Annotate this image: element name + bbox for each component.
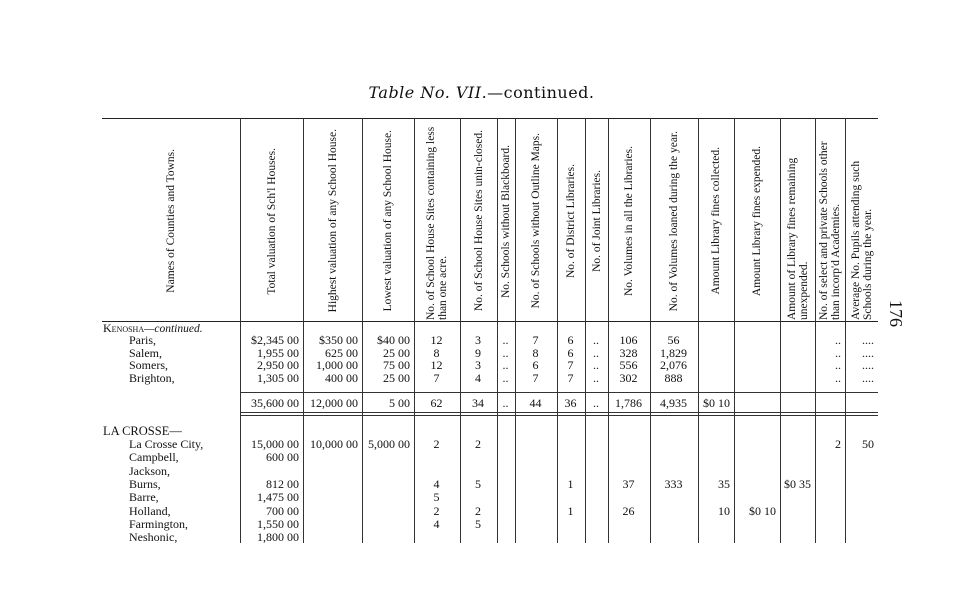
- column-header-label: No. of select and private Schools other than incorp'd Academies.: [818, 141, 842, 320]
- row-cell: $0 10: [749, 504, 776, 518]
- row-cell: [560, 451, 581, 464]
- row-cell: [848, 451, 874, 464]
- row-cell: [417, 451, 456, 464]
- row-cell: 400 00: [325, 371, 358, 385]
- row-cell: [365, 505, 410, 518]
- column-header: [815, 120, 845, 322]
- row-name: Burns,: [129, 477, 161, 491]
- row-name: La Crosse City,: [129, 438, 204, 451]
- row-cell: [737, 347, 776, 360]
- total-rule: [240, 412, 878, 413]
- row-cell: 1,786: [615, 397, 642, 410]
- row-cell: [848, 491, 874, 504]
- row-cell: [306, 505, 358, 518]
- row-cell: 35,600 00: [251, 397, 299, 410]
- row-cell: [783, 465, 811, 478]
- row-cell: [737, 531, 776, 544]
- row-cell: 12,000 00: [310, 397, 358, 410]
- row-cell: 6: [567, 346, 574, 360]
- row-cell: [783, 518, 811, 531]
- column-header: [460, 120, 497, 322]
- row-cell: [306, 518, 358, 531]
- row-cell: ....: [862, 371, 874, 385]
- column-header: [608, 120, 650, 322]
- row-cell: [701, 465, 730, 478]
- row-cell: 7: [567, 359, 574, 372]
- row-cell: 700 00: [266, 504, 299, 518]
- row-cell: [588, 531, 604, 544]
- row-cell: [463, 451, 493, 464]
- row-name: Salem,: [129, 346, 162, 360]
- row-cell: [701, 347, 730, 360]
- row-cell: ....: [862, 346, 874, 360]
- column-header-label: No. of Volumes loaned during the year.: [668, 130, 680, 312]
- table-title-main: Table No. VII.: [368, 83, 488, 102]
- row-cell: [365, 478, 410, 491]
- row-cell: ....: [862, 334, 874, 347]
- column-divider: [780, 118, 781, 543]
- column-divider: [698, 118, 699, 543]
- row-cell: 8: [532, 346, 539, 360]
- row-cell: [783, 359, 811, 372]
- row-cell: $350 00: [319, 334, 358, 347]
- row-cell: [737, 465, 776, 478]
- row-cell: [818, 505, 841, 518]
- column-header: [698, 120, 734, 322]
- row-cell: [518, 438, 553, 451]
- row-cell: 10,000 00: [310, 438, 358, 451]
- row-cell: [737, 491, 776, 504]
- row-cell: [611, 518, 646, 531]
- row-cell: 1,305 00: [257, 371, 299, 385]
- row-name: Somers,: [129, 359, 168, 372]
- row-cell: [737, 359, 776, 372]
- row-cell: 2,950 00: [257, 359, 299, 372]
- column-header-label: No. Volumes in all the Libraries.: [623, 145, 635, 296]
- row-cell: 2: [475, 438, 481, 451]
- column-divider: [557, 118, 558, 543]
- column-header: [515, 120, 557, 322]
- row-cell: 34: [472, 397, 484, 410]
- row-cell: [306, 531, 358, 544]
- row-cell: [500, 465, 511, 478]
- row-cell: 5 00: [389, 397, 410, 410]
- row-cell: 4,935: [660, 397, 687, 410]
- row-cell: 7: [532, 334, 539, 347]
- row-cell: [783, 451, 811, 464]
- column-header-label: No. of Joint Libraries.: [590, 170, 603, 272]
- row-cell: [518, 451, 553, 464]
- row-cell: ..: [593, 397, 599, 410]
- row-cell: 4: [433, 477, 440, 491]
- row-cell: 812 00: [266, 477, 299, 491]
- row-cell: 1: [567, 477, 574, 491]
- row-cell: 328: [619, 346, 638, 360]
- row-cell: [818, 531, 841, 544]
- row-cell: [653, 531, 694, 544]
- row-cell: [701, 438, 730, 451]
- row-cell: [500, 451, 511, 464]
- row-cell: 2: [835, 438, 841, 451]
- column-header-label: Amount Library fines collected.: [710, 147, 722, 295]
- row-cell: 2: [475, 504, 481, 518]
- row-cell: 106: [619, 334, 638, 347]
- row-cell: ..: [502, 334, 509, 347]
- column-header: [303, 120, 362, 322]
- row-cell: 2: [433, 504, 440, 518]
- row-cell: 333: [664, 477, 683, 491]
- column-header: [845, 120, 878, 322]
- table-title: [0, 83, 963, 102]
- column-header: [734, 120, 780, 322]
- row-cell: [518, 505, 553, 518]
- row-cell: 302: [619, 371, 638, 385]
- column-divider: [303, 118, 304, 543]
- row-cell: [848, 397, 874, 410]
- total-rule: [240, 392, 878, 393]
- row-cell: 6: [567, 334, 574, 347]
- row-cell: [783, 531, 811, 544]
- column-header: [650, 120, 698, 322]
- row-cell: 26: [622, 504, 635, 518]
- row-cell: [701, 359, 730, 372]
- total-rule: [240, 415, 878, 416]
- row-cell: [701, 491, 730, 504]
- column-header-label: No. of School House Sites unin-closed.: [472, 130, 485, 312]
- row-cell: [560, 518, 581, 531]
- row-cell: [737, 438, 776, 451]
- row-cell: 4: [475, 371, 481, 385]
- row-cell: [783, 334, 811, 347]
- row-cell: [560, 438, 581, 451]
- row-cell: [365, 451, 410, 464]
- row-cell: [588, 518, 604, 531]
- row-cell: 600 00: [266, 451, 299, 465]
- row-cell: 1,955 00: [257, 346, 299, 360]
- row-cell: [737, 334, 776, 347]
- row-cell: $2,345 00: [251, 334, 299, 347]
- row-cell: [365, 518, 410, 531]
- row-cell: 44: [529, 397, 542, 410]
- column-header: [414, 120, 460, 322]
- row-cell: [417, 531, 456, 544]
- row-cell: 8: [433, 346, 440, 360]
- row-cell: 1,000 00: [316, 359, 358, 372]
- row-cell: ..: [593, 359, 599, 372]
- row-cell: 7: [567, 371, 574, 385]
- row-cell: ..: [835, 359, 841, 372]
- row-cell: [500, 505, 511, 518]
- page-number: 176: [886, 300, 906, 327]
- row-cell: 7: [433, 371, 440, 385]
- row-cell: [365, 465, 410, 478]
- column-header-label: Lowest valuation of any School House.: [382, 130, 394, 312]
- row-cell: [588, 505, 604, 518]
- row-cell: [783, 347, 811, 360]
- row-cell: [653, 465, 694, 478]
- row-cell: [783, 505, 811, 518]
- row-cell: [848, 478, 874, 491]
- row-cell: [848, 465, 874, 478]
- row-cell: 5,000 00: [368, 438, 410, 451]
- row-cell: [463, 465, 493, 478]
- row-cell: [737, 478, 776, 491]
- row-cell: 1,475 00: [257, 491, 299, 505]
- row-cell: [611, 531, 646, 544]
- row-cell: 625 00: [325, 346, 358, 360]
- row-cell: [500, 478, 511, 491]
- column-header: [780, 120, 815, 322]
- column-header-label: Amount of Library fines remaining unexpended.: [785, 157, 810, 320]
- row-cell: 7: [532, 371, 539, 385]
- row-name: Barre,: [129, 491, 159, 505]
- row-cell: [560, 465, 581, 478]
- row-cell: ....: [862, 359, 874, 372]
- row-cell: [588, 491, 604, 504]
- column-header-label: Total valuation of Sch'l Houses.: [265, 147, 278, 295]
- column-header: [240, 120, 303, 322]
- row-cell: ..: [593, 334, 599, 347]
- column-divider: [515, 118, 516, 543]
- row-cell: ..: [835, 371, 841, 385]
- row-cell: [306, 451, 358, 464]
- row-cell: [588, 438, 604, 451]
- row-cell: 1: [567, 504, 574, 518]
- column-header-label: No. Schools without Blackboard.: [500, 144, 512, 298]
- row-cell: [588, 451, 604, 464]
- row-cell: 25 00: [383, 371, 410, 385]
- row-cell: 2,076: [660, 359, 687, 372]
- row-cell: $0 10: [703, 397, 730, 410]
- row-cell: [611, 451, 646, 464]
- row-cell: 15,000 00: [251, 438, 299, 451]
- section-kenosha-label: Kenosha: [103, 322, 145, 335]
- row-cell: 56: [667, 334, 680, 347]
- row-cell: 2: [433, 438, 440, 451]
- row-cell: [818, 465, 841, 478]
- row-cell: [701, 531, 730, 544]
- row-cell: [818, 518, 841, 531]
- column-header-label: Average No. Pupils attending such Schools during the year.: [849, 160, 874, 320]
- row-cell: 888: [664, 371, 683, 385]
- column-header: [362, 120, 414, 322]
- column-header: [585, 120, 608, 322]
- row-cell: 5: [475, 477, 481, 491]
- row-cell: [783, 491, 811, 504]
- row-name: Paris,: [129, 334, 156, 347]
- row-cell: [611, 465, 646, 478]
- row-name: Brighton,: [129, 371, 175, 385]
- row-cell: 10: [718, 504, 730, 518]
- column-header-label: Amount Library fines expended.: [751, 145, 763, 297]
- row-cell: ..: [502, 397, 509, 410]
- row-cell: 12: [430, 334, 443, 347]
- column-divider: [815, 118, 816, 543]
- row-cell: ..: [502, 359, 509, 372]
- row-name: Campbell,: [129, 451, 179, 465]
- row-cell: [848, 505, 874, 518]
- row-cell: 25 00: [383, 346, 410, 360]
- row-cell: [783, 372, 811, 385]
- row-cell: ..: [835, 334, 841, 347]
- row-cell: 5: [475, 517, 481, 531]
- column-divider: [585, 118, 586, 543]
- column-header: [497, 120, 515, 322]
- row-cell: ..: [502, 346, 509, 360]
- column-header: [557, 120, 585, 322]
- column-divider: [845, 118, 846, 543]
- row-cell: [701, 451, 730, 464]
- row-cell: [500, 531, 511, 544]
- column-divider: [497, 118, 498, 543]
- row-cell: 37: [622, 477, 635, 491]
- row-cell: $0 35: [784, 477, 811, 491]
- row-cell: [588, 465, 604, 478]
- row-cell: [500, 518, 511, 531]
- section-kenosha-suffix: —continued.: [144, 323, 203, 335]
- row-cell: 3: [475, 334, 481, 347]
- column-divider: [460, 118, 461, 543]
- row-cell: [701, 518, 730, 531]
- row-cell: [653, 491, 694, 504]
- column-divider: [414, 118, 415, 543]
- row-cell: 1,800 00: [257, 531, 299, 545]
- row-cell: [518, 491, 553, 504]
- column-header-label: No. of District Libraries.: [565, 163, 577, 278]
- row-cell: $40 00: [377, 334, 410, 347]
- row-cell: 1,550 00: [257, 517, 299, 531]
- row-cell: [611, 438, 646, 451]
- row-cell: [518, 518, 553, 531]
- row-cell: [701, 334, 730, 347]
- row-cell: [500, 491, 511, 504]
- column-header: [102, 120, 240, 322]
- top-rule: [102, 118, 878, 119]
- row-cell: 75 00: [383, 359, 410, 372]
- row-cell: [500, 438, 511, 451]
- row-cell: [243, 465, 299, 478]
- row-name: Jackson,: [129, 464, 170, 478]
- row-cell: [306, 491, 358, 504]
- row-cell: 556: [619, 359, 638, 372]
- row-cell: 36: [564, 397, 577, 410]
- row-cell: 1,829: [660, 346, 687, 360]
- row-cell: [701, 372, 730, 385]
- row-cell: 3: [475, 359, 481, 372]
- row-cell: [463, 531, 493, 544]
- row-cell: [737, 518, 776, 531]
- row-cell: [653, 518, 694, 531]
- row-cell: [818, 397, 841, 410]
- row-cell: [737, 451, 776, 464]
- row-cell: [560, 491, 581, 504]
- row-cell: [365, 531, 410, 544]
- column-header-label: No. of School House Sites containing less than one acre.: [425, 126, 449, 320]
- column-header-label: Highest valuation of any School House.: [326, 129, 339, 313]
- row-cell: [783, 397, 811, 410]
- row-cell: [653, 438, 694, 451]
- column-divider: [362, 118, 363, 543]
- row-cell: [818, 478, 841, 491]
- row-cell: ..: [593, 346, 599, 360]
- row-cell: [848, 531, 874, 544]
- row-cell: [463, 491, 493, 504]
- row-cell: [653, 451, 694, 464]
- row-cell: [518, 531, 553, 544]
- row-cell: 5: [433, 491, 440, 505]
- row-name: Farmington,: [129, 517, 188, 531]
- row-cell: [417, 465, 456, 478]
- column-header-label: No. of Schools without Outline Maps.: [530, 133, 542, 309]
- row-cell: [848, 518, 874, 531]
- row-cell: [737, 397, 776, 410]
- row-name: [103, 397, 239, 410]
- row-cell: ..: [502, 371, 509, 385]
- row-cell: 6: [532, 359, 539, 372]
- column-divider: [650, 118, 651, 543]
- table-title-suffix: —continued.: [487, 83, 595, 102]
- row-name: Neshonic,: [129, 531, 178, 545]
- row-name: Holland,: [129, 504, 171, 518]
- row-cell: 35: [718, 477, 730, 491]
- section-la-crosse: LA CROSSE—: [103, 425, 182, 438]
- row-cell: [818, 491, 841, 504]
- row-cell: [365, 491, 410, 504]
- row-cell: [737, 372, 776, 385]
- row-cell: 12: [430, 359, 443, 372]
- row-cell: [518, 465, 553, 478]
- row-cell: ..: [835, 346, 841, 360]
- row-cell: [818, 451, 841, 464]
- column-divider: [734, 118, 735, 543]
- row-cell: [518, 478, 553, 491]
- column-header-label: Names of Counties and Towns.: [165, 149, 177, 293]
- row-cell: 4: [433, 517, 440, 531]
- row-cell: ..: [593, 371, 599, 385]
- row-cell: 62: [430, 397, 443, 410]
- row-cell: [653, 505, 694, 518]
- row-cell: 50: [862, 438, 874, 451]
- row-cell: [611, 491, 646, 504]
- row-cell: [306, 465, 358, 478]
- row-cell: [306, 478, 358, 491]
- row-cell: [588, 478, 604, 491]
- column-divider: [608, 118, 609, 543]
- row-cell: 9: [475, 346, 481, 360]
- row-cell: [783, 438, 811, 451]
- row-cell: [560, 531, 581, 544]
